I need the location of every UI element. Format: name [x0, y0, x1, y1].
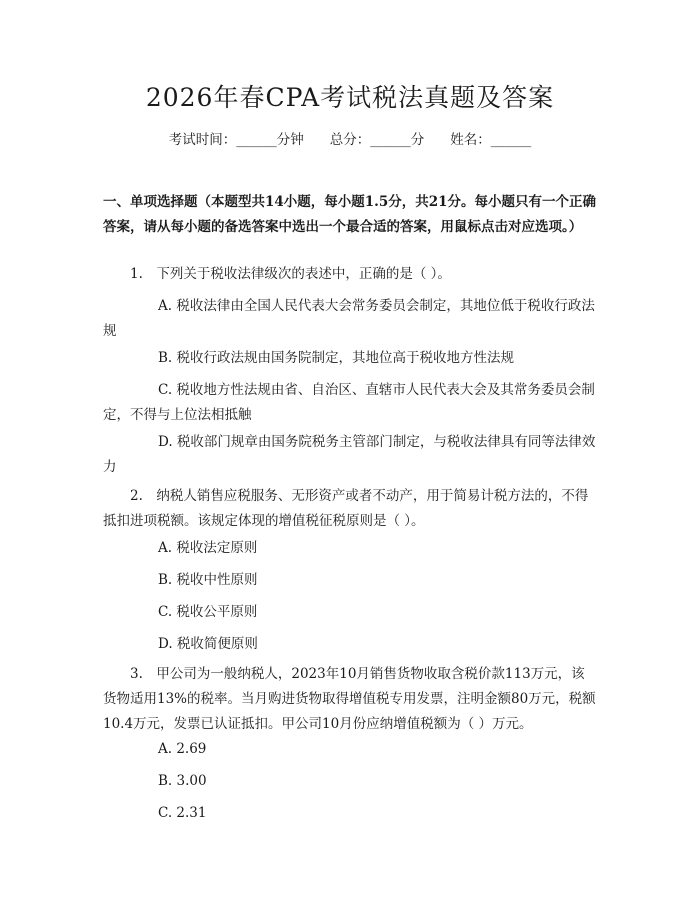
question-1-stem: 1. 下列关于税收法律级次的表述中，正确的是（ ）。	[130, 266, 451, 282]
question-3-option-b[interactable]: B. 3.00	[158, 773, 207, 789]
question-2-option-d[interactable]: D. 税收简便原则	[158, 636, 258, 652]
section-heading: 一、单项选择题（本题型共14小题，每小题1.5分，共21分。每小题只有一个正确答案，请从每小题的备选答案中选出一个最合适的答案，用鼠标点击对应选项。）	[103, 194, 597, 235]
exam-time: 考试时间：______分钟	[168, 132, 304, 148]
document-title: 2026年春CPA考试税法真题及答案	[145, 83, 555, 112]
question-2-option-c[interactable]: C. 税收公平原则	[158, 604, 258, 620]
total-score: 总分：______分	[329, 132, 425, 148]
question-1-option-b[interactable]: B. 税收行政法规由国务院制定，其地位高于税收地方性法规	[158, 350, 515, 366]
question-3-option-c[interactable]: C. 2.31	[158, 805, 207, 821]
candidate-name: 姓名：______	[450, 132, 532, 148]
question-3-option-a[interactable]: A. 2.69	[158, 741, 207, 757]
question-2-option-a[interactable]: A. 税收法定原则	[158, 540, 258, 556]
question-2-option-b[interactable]: B. 税收中性原则	[158, 572, 258, 588]
exam-meta	[0, 130, 700, 150]
question-2-stem: 2. 纳税人销售应税服务、无形资产或者不动产，用于简易计税方法的，不得抵扣进项税额。该规定体现的增值税征税原则是（ ）。	[103, 488, 589, 529]
question-1-option-a[interactable]: A. 税收法律由全国人民代表大会常务委员会制定，其地位低于税收行政法规	[103, 298, 595, 339]
question-1-option-d[interactable]: D. 税收部门规章由国务院税务主管部门制定，与税收法律具有同等法律效力	[103, 434, 596, 475]
question-1-option-c[interactable]: C. 税收地方性法规由省、自治区、直辖市人民代表大会及其常务委员会制定，不得与上位法相抵触	[103, 382, 595, 423]
question-3-stem: 3. 甲公司为一般纳税人，2023年10月销售货物收取含税价款113万元，该货物适用13%的税率。当月购进货物取得增值税专用发票，注明金额80万元，税额10.4万元，发票已认证抵扣。甲公司10月份应纳增值税额为（ ）万元。	[103, 666, 596, 732]
